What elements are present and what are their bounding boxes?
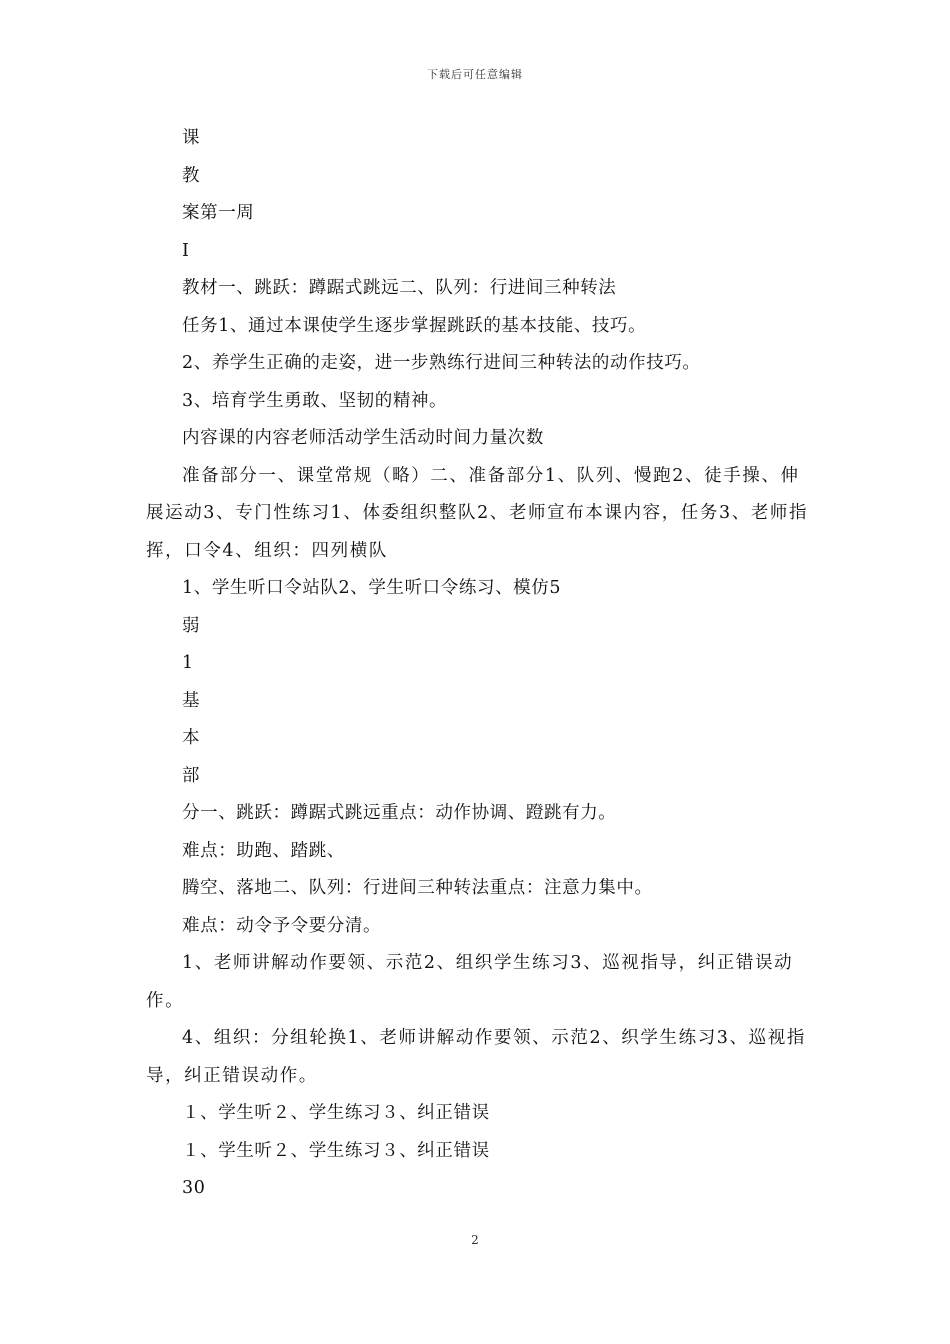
page-header: 下载后可任意编辑: [427, 68, 523, 81]
paragraph: 教: [182, 165, 201, 186]
paragraph: 内容课的内容老师活动学生活动时间力量次数: [182, 428, 544, 448]
paragraph: 部: [182, 765, 201, 786]
paragraph: 1、老师讲解动作要领、示范2、组织学生练习3、巡视指导，纠正错误动作。: [146, 953, 794, 1011]
paragraph: 弱: [182, 615, 201, 636]
paragraph: 难点：动令予令要分清。: [182, 915, 382, 936]
paragraph: 1、学生听口令站队2、学生听口令练习、模仿5: [182, 578, 562, 598]
paragraph: 30: [182, 1178, 206, 1198]
paragraph: I: [182, 240, 190, 261]
paragraph: 3、培育学生勇敢、坚韧的精神。: [182, 390, 448, 411]
paragraph: 课: [182, 128, 201, 148]
paragraph: 本: [182, 728, 201, 748]
paragraph: 案第一周: [182, 203, 255, 223]
document-body: [146, 120, 810, 1208]
page-number: 2: [471, 1233, 479, 1247]
paragraph: １、学生听２、学生练习３、纠正错误: [182, 1103, 490, 1123]
paragraph: 教材一、跳跃：蹲踞式跳远二、队列：行进间三种转法: [182, 278, 617, 298]
paragraph: 基: [182, 690, 201, 711]
paragraph: 任务1、通过本课使学生逐步掌握跳跃的基本技能、技巧。: [182, 315, 647, 336]
paragraph: 4、组织：分组轮换1、老师讲解动作要领、示范2、织学生练习3、巡视指导，纠正错误动作。: [146, 1028, 806, 1086]
paragraph: 难点：助跑、踏跳、: [182, 840, 345, 861]
paragraph: １、学生听２、学生练习３、纠正错误: [182, 1140, 490, 1161]
paragraph: 1: [182, 653, 194, 673]
paragraph: 腾空、落地二、队列：行进间三种转法重点：注意力集中。: [182, 878, 653, 898]
paragraph: 准备部分一、课堂常规（略）二、准备部分1、队列、慢跑2、徒手操、伸展运动3、专门性练习1、体委组织整队2、老师宣布本课内容，任务3、老师指挥，口令4、组织：四列横队: [146, 465, 809, 561]
paragraph: 分一、跳跃：蹲踞式跳远重点：动作协调、蹬跳有力。: [182, 803, 617, 823]
paragraph: 2、养学生正确的走姿，进一步熟练行进间三种转法的动作技巧。: [182, 353, 701, 373]
